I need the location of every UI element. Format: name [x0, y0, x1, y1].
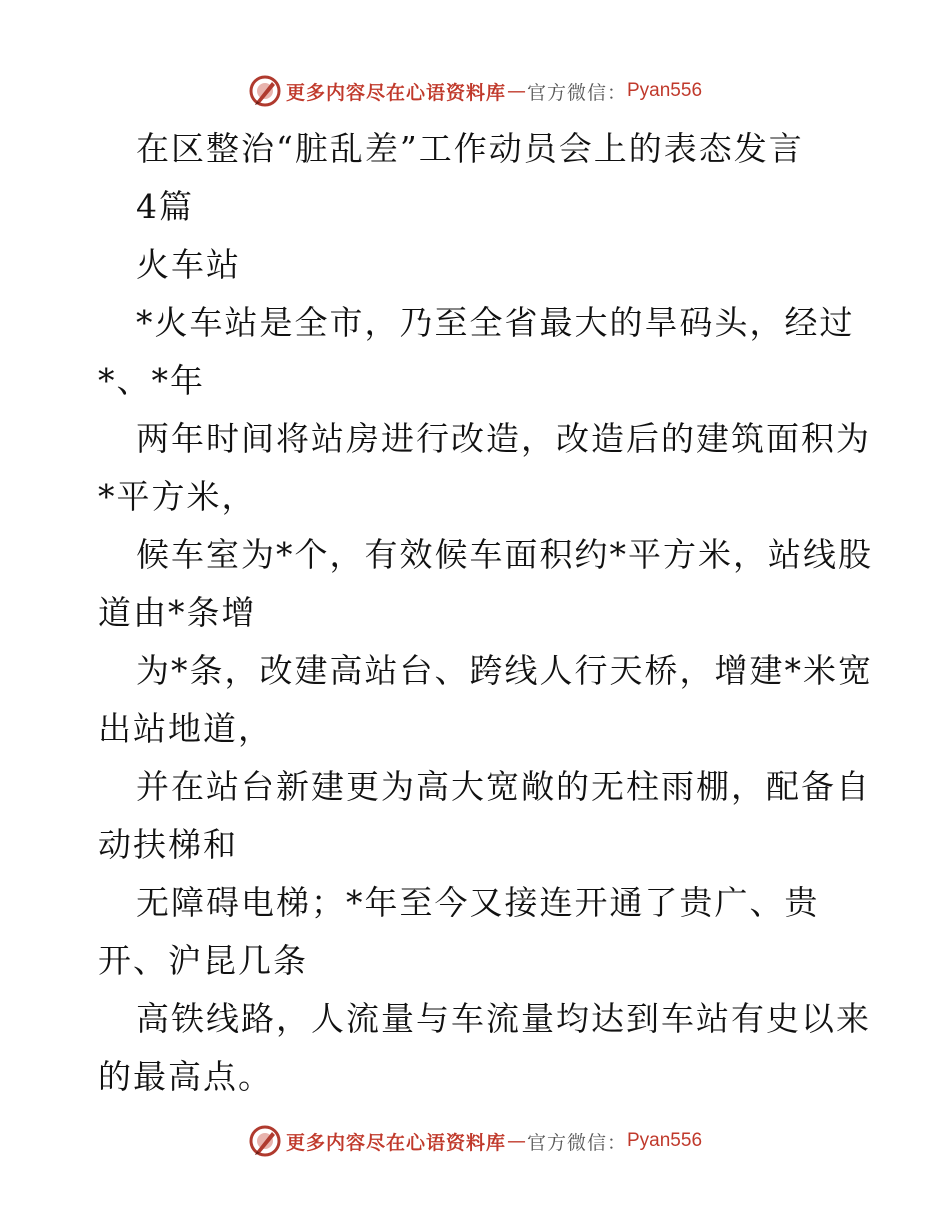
footer-watermark: [0, 1124, 950, 1158]
text-line: 两年时间将站房进行改造，改造后的建筑面积为: [136, 419, 871, 458]
section-heading: 火车站: [136, 245, 241, 284]
text-line: 出站地道，: [98, 709, 273, 748]
document-body: [98, 120, 873, 1106]
pen-logo-icon: [248, 74, 282, 108]
watermark-dash: —: [506, 80, 526, 102]
text-line: 无障碍电梯；*年至今又接连开通了贵广、贵: [136, 883, 820, 922]
text-line: 并在站台新建更为高大宽敞的无柱雨棚，配备自: [136, 767, 871, 806]
text-line: 候车室为*个，有效候车面积约*平方米，站线股: [136, 535, 873, 574]
text-line: 道由*条增: [98, 593, 257, 632]
pen-logo-icon: [248, 1124, 282, 1158]
text-line: 高铁线路，人流量与车流量均达到车站有史以来: [136, 999, 871, 1038]
text-line: *、*年: [98, 361, 205, 400]
watermark-label: 官方微信：: [526, 81, 627, 104]
watermark-brand: 更多内容尽在心语资料库: [285, 1131, 506, 1154]
document-title-cont: 4篇: [136, 187, 194, 226]
watermark-dash: —: [506, 1130, 526, 1152]
text-line: 的最高点。: [98, 1057, 273, 1096]
watermark-label: 官方微信：: [526, 1131, 627, 1154]
text-line: 为*条，改建高站台、跨线人行天桥，增建*米宽: [136, 651, 873, 690]
watermark-brand: 更多内容尽在心语资料库: [285, 81, 506, 104]
text-line: *平方米，: [98, 477, 257, 516]
text-line: 开、沪昆几条: [98, 941, 308, 980]
header-watermark: [0, 74, 950, 108]
document-title: 在区整治“脏乱差”工作动员会上的表态发言: [136, 129, 804, 168]
text-line: 动扶梯和: [98, 825, 238, 864]
watermark-id: Pyan556: [627, 80, 703, 101]
text-line: *火车站是全市，乃至全省最大的旱码头，经过: [136, 303, 855, 342]
watermark-id: Pyan556: [627, 1130, 703, 1151]
